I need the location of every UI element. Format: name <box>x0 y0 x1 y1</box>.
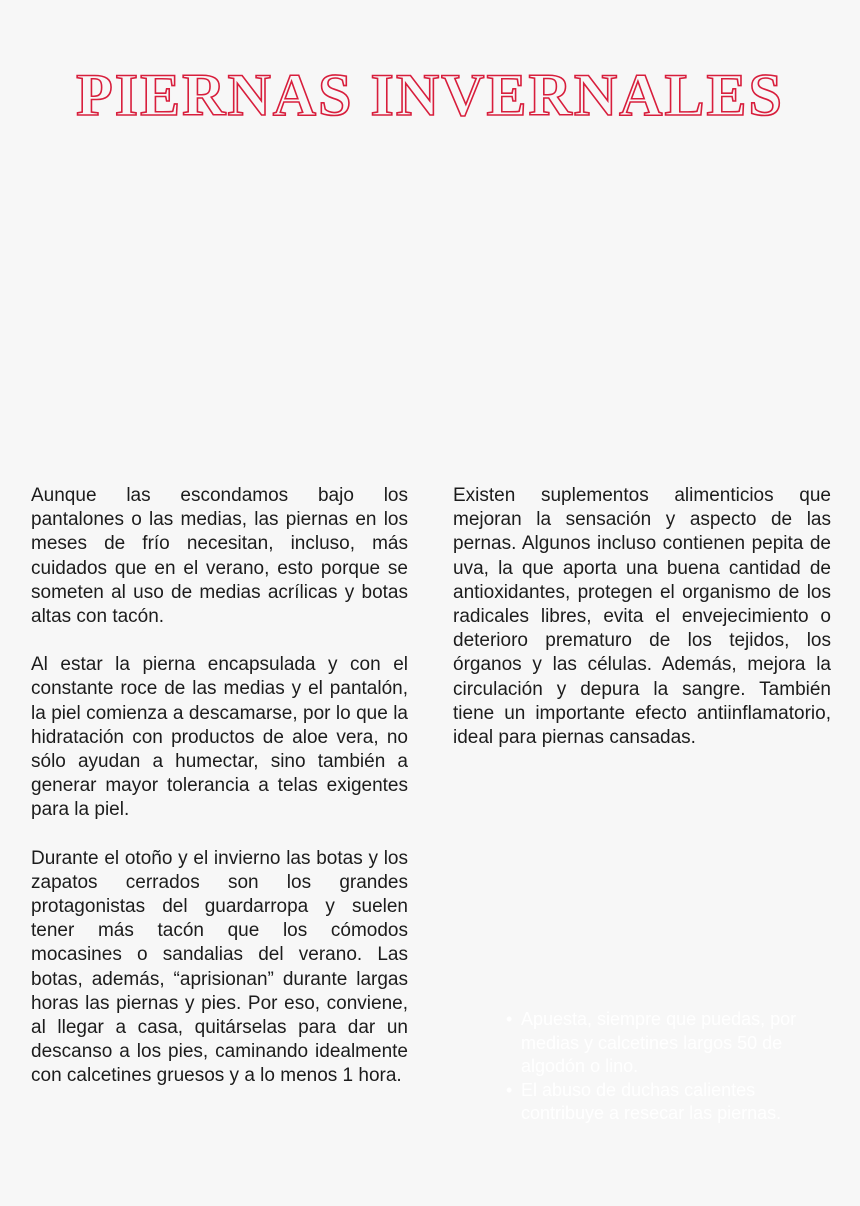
tip-text: El abuso de duchas calientes contribuye a resecar las piernas. <box>521 1079 782 1123</box>
left-paragraph-1: Aunque las escondamos bajo los pantalones o las medias, las piernas en los meses de frío necesitan, incluso, más cuidados que en el verano, esto porque se someten al uso de medias acrílicas y botas altas con tacón. <box>31 485 408 628</box>
left-paragraph-2: Al estar la pierna encapsulada y con el constante roce de las medias y el pantalón, la piel comienza a descamarse, por lo que la hidratación con productos de aloe vera, no sólo ayudan a humectar, sino también a generar mayor tolerancia a telas exigentes para la piel. <box>31 654 408 821</box>
bullet-icon: • <box>506 1009 513 1029</box>
right-paragraph-1: Existen suplementos alimenticios que mejoran la sensación y aspecto de las pernas. Algunos incluso contienen pepita de uva, la que aporta una buena cantidad de antioxidantes, protegen el organismo de los radicales libres, evita el envejecimiento o deterioro prematuro de los tejidos, los órganos y las células. Además, mejora la circulación y depura la sangre. También tiene un importante efecto antiinflamatorio, ideal para piernas cansadas. <box>453 485 831 749</box>
tip-text: Apuesta, siempre que puedas, por medias y calcetines largos 50 de algodón o lino. <box>521 1009 797 1076</box>
page-title: PIERNAS INVERNALES <box>76 62 784 129</box>
tips-list <box>506 1008 806 1126</box>
right-column <box>453 484 831 774</box>
tip-item <box>506 1079 806 1126</box>
bullet-icon: • <box>506 1079 513 1100</box>
left-column <box>31 484 408 1113</box>
tip-item <box>506 1008 806 1079</box>
left-paragraph-3: Durante el otoño y el invierno las botas y los zapatos cerrados son los grandes protagonistas del guardarropa y suelen tener más tacón que los cómodos mocasines o sandalias del verano. Las botas, además, “aprisionan” durante largas horas las piernas y pies. Por eso, conviene, al llegar a casa, quitárselas para dar un descanso a los pies, caminando idealmente con calcetines gruesos y a lo menos 1 hora. <box>31 847 408 1087</box>
